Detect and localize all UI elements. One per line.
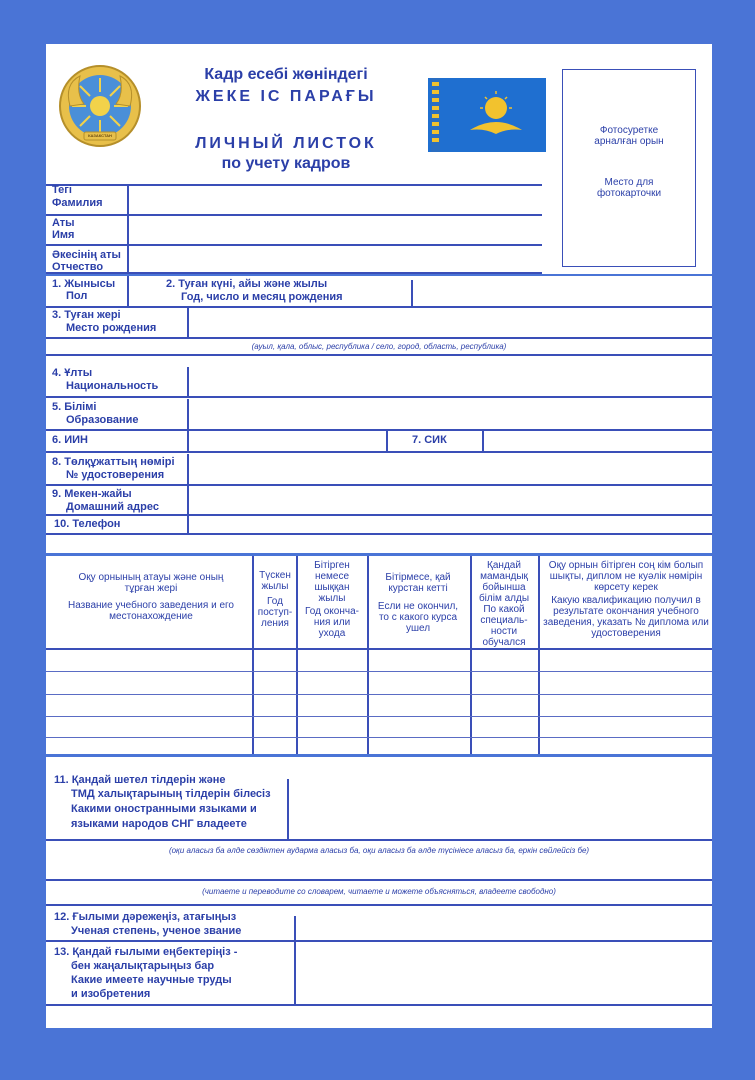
languages-note-ru: (читаете и переводите со словарем, читаете и можете объясняться, владеете свободно) xyxy=(202,887,556,896)
sex-label-ru: Пол xyxy=(66,290,88,302)
edu-col5-kz: Қандай мамандық бойынша білім алды xyxy=(478,560,530,604)
title-kz-line1: Кадр есебі жөніндегі xyxy=(204,66,368,83)
surname-label-ru: Фамилия xyxy=(52,197,103,209)
edu-col4-kz: Бітірмесе, қай курстан кетті xyxy=(385,572,451,594)
edu-col6-ru: Какую квалификацию получил в результате окончания учебного заведения, указать № диплома или удостоверения xyxy=(543,595,709,639)
kazakhstan-flag-icon xyxy=(428,78,546,152)
iin-label: 6. ИИН xyxy=(52,434,88,446)
edu-col3-kz: Бітірген немесе шыққан жылы xyxy=(314,560,350,604)
edu-col2-kz: Түскен жылы xyxy=(259,570,291,592)
birth-date-field[interactable] xyxy=(414,280,710,304)
form-sheet xyxy=(46,44,712,1028)
education-label-kz: 5. Білімі xyxy=(52,401,97,413)
birthplace-label-ru: Место рождения xyxy=(66,322,157,334)
languages-label-kz2: ТМД халықтарының тілдерін білесіз xyxy=(71,788,271,800)
education-label-ru: Образование xyxy=(66,414,139,426)
languages-label-ru1: Какими оностранными языками и xyxy=(71,803,257,815)
languages-field[interactable] xyxy=(290,780,710,837)
address-field[interactable] xyxy=(190,487,710,512)
works-label-ru2: и изобретения xyxy=(71,988,151,1000)
nationality-label-kz: 4. Ұлты xyxy=(52,367,93,379)
patronymic-label-ru: Отчество xyxy=(52,261,104,273)
phone-field[interactable] xyxy=(190,517,710,532)
degree-field[interactable] xyxy=(297,916,710,938)
nationality-field[interactable] xyxy=(190,367,710,394)
edu-col3-ru: Год оконча-ния или ухода xyxy=(305,606,359,639)
edu-table-row[interactable] xyxy=(46,650,712,671)
birthplace-label-kz: 3. Туған жері xyxy=(52,309,121,321)
title-kz-line2: ЖЕКЕ ІС ПАРАҒЫ xyxy=(195,88,377,105)
edu-col1-ru: Название учебного заведения и его местонахождение xyxy=(67,600,234,622)
patronymic-field[interactable] xyxy=(130,246,540,270)
doc-number-field[interactable] xyxy=(190,455,710,482)
doc-label-kz: 8. Төлқұжаттың нөмірі xyxy=(52,456,175,468)
surname-label-kz: Тегі xyxy=(52,184,72,196)
edu-table-row[interactable] xyxy=(46,672,712,694)
kazakhstan-emblem-icon xyxy=(58,64,142,148)
edu-table-row[interactable] xyxy=(46,695,712,716)
sik-label: 7. СИК xyxy=(412,434,447,446)
patronymic-label-kz: Әкесінің аты xyxy=(52,249,121,261)
edu-col1-kz: Оқу орнының атауы және оның тұрған жері xyxy=(78,572,224,594)
iin-field[interactable] xyxy=(190,432,384,450)
edu-col4-ru: Если не окончил, то с какого курса ушел xyxy=(377,601,459,634)
education-field[interactable] xyxy=(190,400,710,427)
birthplace-note: (ауыл, қала, облыс, республика / село, город, область, республика) xyxy=(251,342,507,351)
name-label-kz: Аты xyxy=(52,217,75,229)
sex-label-kz: 1. Жынысы xyxy=(52,278,116,290)
title-ru-line1: ЛИЧНЫЙ ЛИСТОК xyxy=(195,135,377,152)
name-label-ru: Имя xyxy=(52,229,75,241)
languages-note-kz: (оқи аласыз ба әлде сөздіктен аударма аласыз ба, оқи аласыз ба әлде түсініесе аласыз ба, еркін сөйлейсіз бе) xyxy=(168,846,590,855)
works-label-kz1: 13. Қандай ғылыми еңбектеріңіз - xyxy=(54,946,238,958)
emblem-label: КАЗАКСТАН xyxy=(88,133,112,138)
works-label-ru1: Какие имеете научные труды xyxy=(71,974,232,986)
edu-table-row[interactable] xyxy=(46,717,712,737)
edu-table-row[interactable] xyxy=(46,738,712,754)
languages-label-ru2: языками народов СНГ владеете xyxy=(71,818,247,830)
sik-field[interactable] xyxy=(485,432,710,450)
works-field[interactable] xyxy=(297,943,710,1002)
nationality-label-ru: Национальность xyxy=(66,380,159,392)
birth-label-kz: 2. Туған күні, айы және жылы xyxy=(166,278,328,290)
edu-col2-ru: Год поступ-ления xyxy=(257,596,293,629)
name-field[interactable] xyxy=(130,216,540,242)
photo-label-ru: Место для фотокарточки xyxy=(596,177,662,199)
birth-label-ru: Год, число и месяц рождения xyxy=(181,291,343,303)
photo-placeholder[interactable] xyxy=(562,69,696,267)
edu-col6-kz: Оқу орнын бітірген соң кім болып шықты, диплом не куәлік нөмірін көрсету керек xyxy=(548,560,704,593)
photo-label-kz: Фотосуретке арналған орын xyxy=(594,125,664,147)
doc-label-ru: № удостоверения xyxy=(66,469,165,481)
works-label-kz2: бен жаңалықтарыңыз бар xyxy=(71,960,215,972)
title-ru-line2: по учету кадров xyxy=(221,155,351,172)
phone-label: 10. Телефон xyxy=(54,518,121,530)
degree-label-ru: Ученая степень, ученое звание xyxy=(71,925,242,937)
edu-col5-ru: По какой специаль-ности обучался xyxy=(480,604,528,648)
degree-label-kz: 12. Ғылыми дәрежеңіз, атағыңыз xyxy=(54,911,237,923)
address-label-ru: Домашний адрес xyxy=(66,501,159,513)
birthplace-field[interactable] xyxy=(190,309,710,335)
languages-label-kz1: 11. Қандай шетел тілдерін және xyxy=(54,774,226,786)
address-label-kz: 9. Мекен-жайы xyxy=(52,488,132,500)
surname-field[interactable] xyxy=(130,186,540,212)
